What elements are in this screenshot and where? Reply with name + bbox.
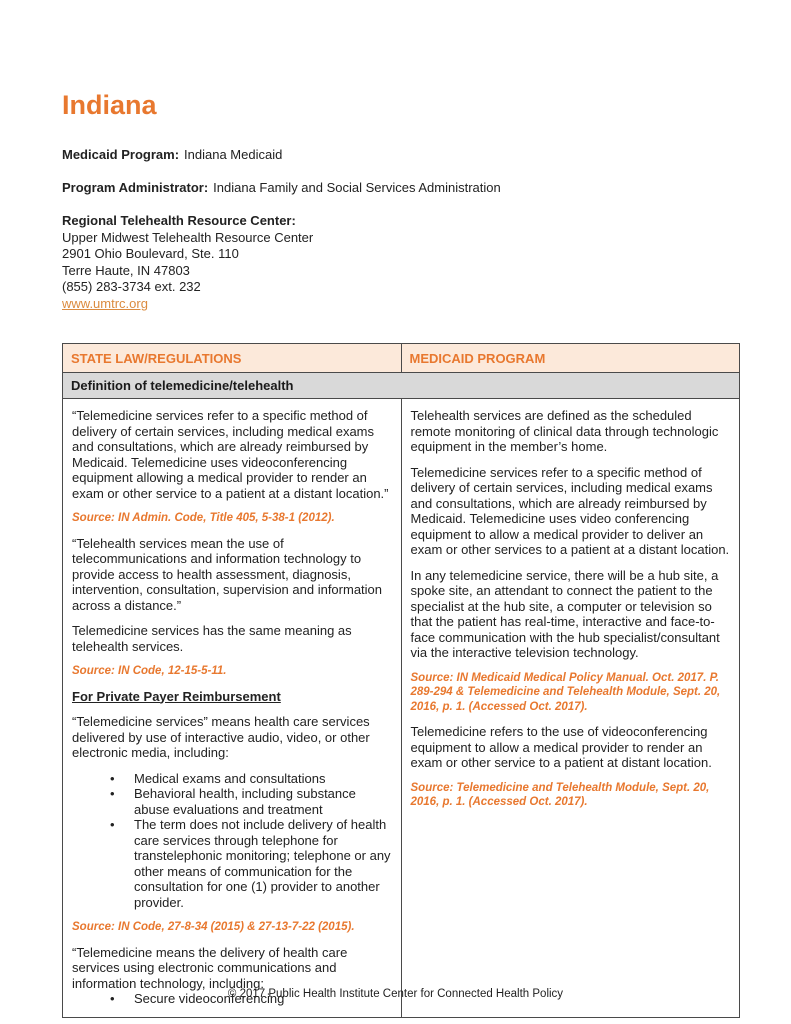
paragraph: Telemedicine services refer to a specific method of delivery of certain services, including medical exams and consultations, which are already reimbursed by Medicaid. Telemedicine uses video conferencing equipment to allow a medical provider to deliver an exam or other services to a patient at a distant location.	[410, 464, 730, 557]
paragraph: In any telemedicine service, there will be a hub site, a spoke site, an attendant to connect the patient to the specialist at the hub site, a computer or television so that the patient has real-time, interactive and face-to-face communication with the hub specialist/consultant via the interactive television technology.	[410, 567, 720, 660]
paragraph: Telemedicine services has the same meaning as telehealth services.	[72, 623, 352, 654]
paragraph: “Telemedicine means the delivery of health care services using electronic communications and information technology, including:	[72, 944, 348, 991]
paragraph: Telehealth services are defined as the scheduled remote monitoring of clinical data through technologic equipment in the member’s home.	[410, 408, 719, 454]
medicaid-program-line	[62, 147, 740, 163]
medicaid-program-cell	[401, 399, 740, 1018]
bullet-list	[72, 771, 392, 911]
subsection-heading: For Private Payer Reimbursement	[72, 688, 281, 704]
bullet-item: • The term does not include delivery of health care services through telephone for transtelephonic monitoring; telephone or any other means of communication for the consultation for one (1) provider to another provider.	[134, 817, 392, 910]
program-administrator-value: Indiana Family and Social Services Administration	[213, 180, 501, 195]
column-header-state-law: STATE LAW/REGULATIONS	[63, 344, 402, 373]
paragraph: “Telemedicine services” means health care services delivered by use of interactive audio, video, or other electronic media, including:	[72, 714, 370, 760]
program-administrator-label: Program Administrator:	[62, 180, 209, 195]
source-citation: Source: IN Code, 12-15-5-11.	[72, 665, 227, 677]
resource-center-address1: 2901 Ohio Boulevard, Ste. 110	[62, 246, 239, 261]
policy-table	[62, 343, 740, 1018]
page-title: Indiana	[62, 90, 157, 120]
bullet-item: • Secure videoconferencing	[134, 991, 392, 1007]
column-header-medicaid-program: MEDICAID PROGRAM	[401, 344, 740, 373]
resource-center-address2: Terre Haute, IN 47803	[62, 262, 190, 278]
program-administrator-line	[62, 180, 740, 196]
source-citation: Source: Telemedicine and Telehealth Module, Sept. 20, 2016, p. 1. (Accessed Oct. 2017).	[410, 781, 710, 808]
resource-center-phone: (855) 283-3734 ext. 232	[62, 279, 201, 294]
section-header: Definition of telemedicine/telehealth	[63, 373, 740, 399]
copyright-footer: © 2017 Public Health Institute Center for Connected Health Policy	[227, 988, 564, 1000]
resource-center-block	[62, 213, 740, 312]
medicaid-program-label: Medicaid Program:	[62, 147, 180, 162]
website-link[interactable]: www.umtrc.org	[62, 295, 148, 311]
paragraph: “Telemedicine services refer to a specific method of delivery of certain services, including medical exams and consultations, which are already reimbursed by Medicaid. Telemedicine uses videoconferencing equipment allowing a medical provider to render an exam or other service to a patient at a distant location.”	[72, 408, 389, 501]
resource-center-name: Upper Midwest Telehealth Resource Center	[62, 229, 314, 245]
resource-center-label: Regional Telehealth Resource Center:	[62, 213, 296, 228]
table-body-row	[63, 399, 740, 1018]
medicaid-program-value: Indiana Medicaid	[184, 147, 283, 162]
section-header-row	[63, 373, 740, 399]
source-citation: Source: IN Admin. Code, Title 405, 5-38-1 (2012).	[72, 512, 335, 524]
table-header-row	[63, 344, 740, 373]
state-law-cell	[63, 399, 402, 1018]
bullet-item: • Behavioral health, including substance abuse evaluations and treatment	[134, 786, 392, 817]
bullet-item: • Medical exams and consultations	[134, 771, 392, 787]
paragraph: Telemedicine refers to the use of videoconferencing equipment to allow a medical provider to render an exam or other service to a patient at distant location.	[410, 724, 712, 770]
source-citation: Source: IN Medicaid Medical Policy Manual. Oct. 2017. P. 289-294 & Telemedicine and Telehealth Module, Sept. 20, 2016, p. 1. (Accessed Oct. 2017).	[410, 671, 721, 713]
source-citation: Source: IN Code, 27-8-34 (2015) & 27-13-7-22 (2015).	[72, 921, 355, 933]
paragraph: “Telehealth services mean the use of telecommunications and information technology to provide access to health assessment, diagnosis, intervention, consultation, supervision and information across a distance.”	[72, 535, 383, 613]
resource-center-link-line	[62, 296, 740, 313]
